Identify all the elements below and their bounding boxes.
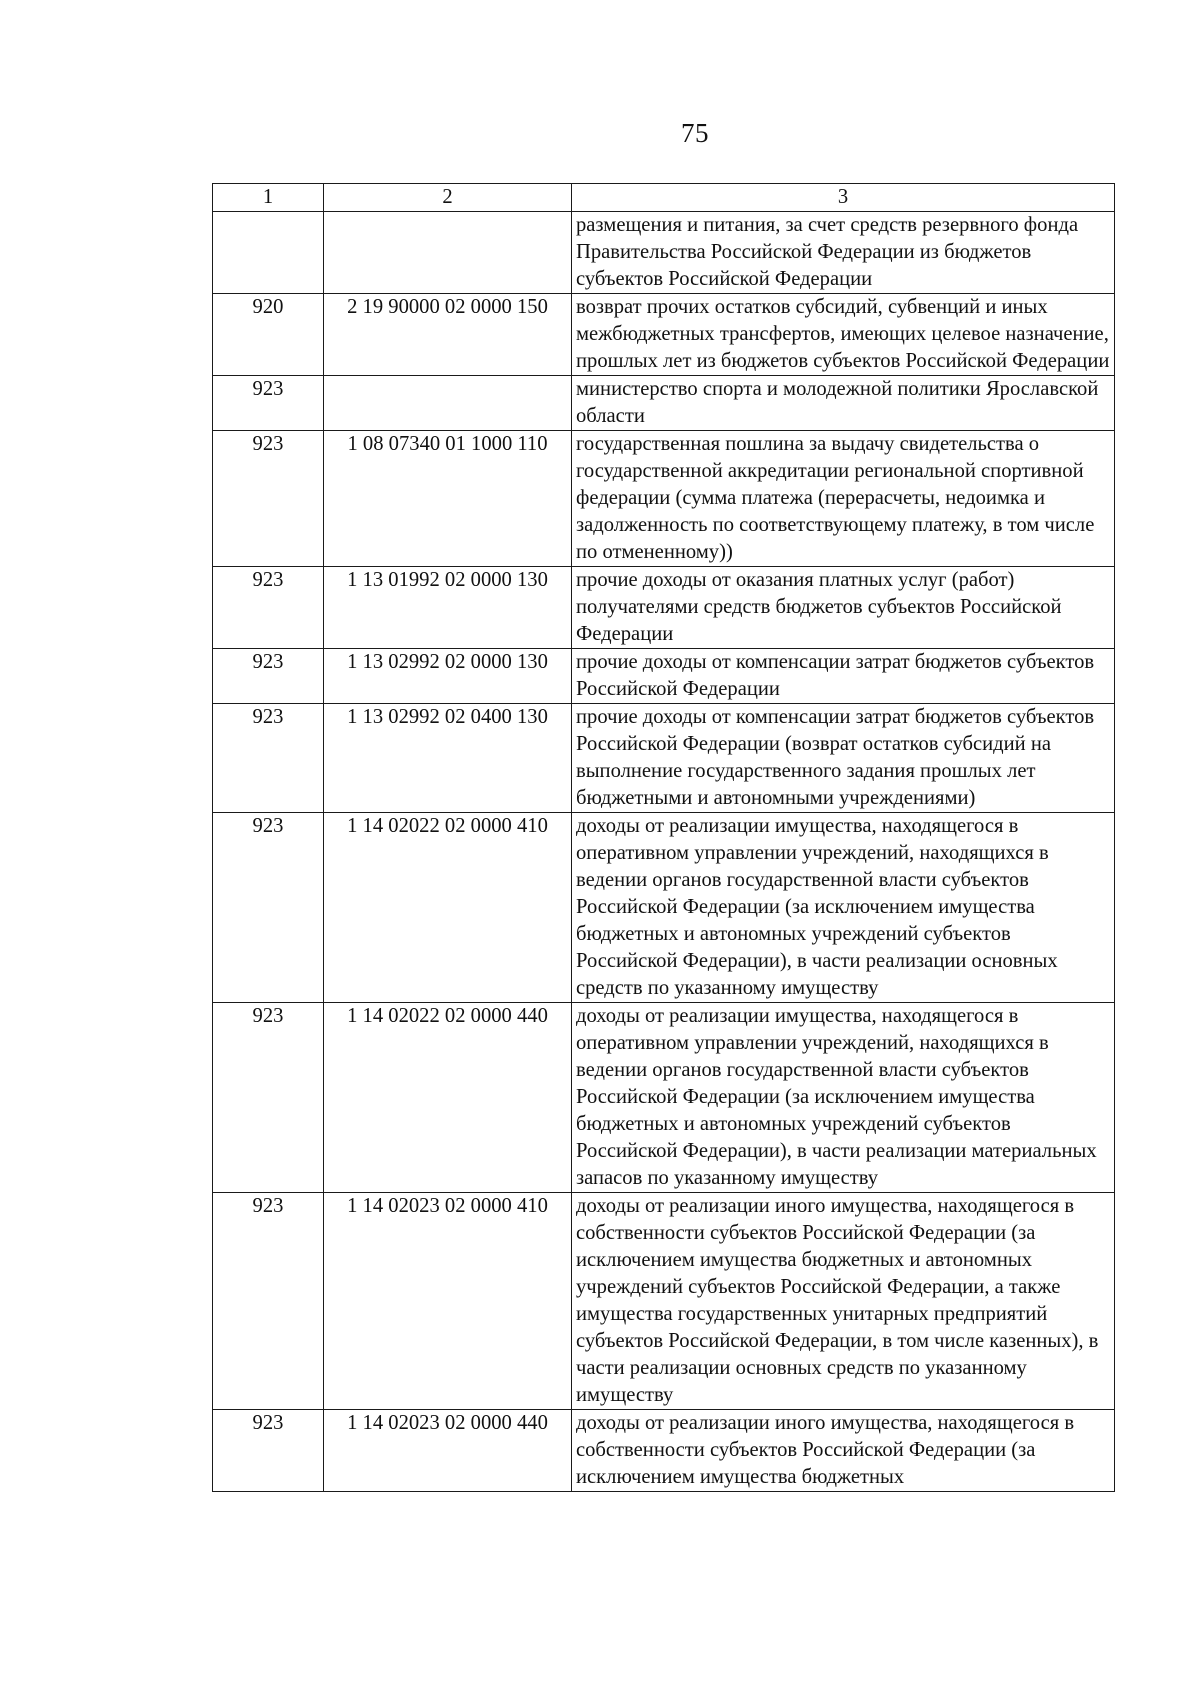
budget-code-cell [324, 376, 572, 431]
revenue-name-cell: доходы от реализации имущества, находящегося в оперативном управлении учреждений, находящихся в ведении органов государственной власти субъектов Российской Федерации (за исключением имущества бюджетных и автономных учреждений субъектов Российской Федерации), в части реализации материальных запасов по указанному имуществу [572, 1003, 1115, 1193]
admin-code-cell [213, 212, 324, 294]
budget-code-cell: 1 14 02023 02 0000 440 [324, 1410, 572, 1492]
admin-code-cell: 923 [213, 376, 324, 431]
admin-code-cell: 923 [213, 813, 324, 1003]
budget-code-cell: 1 08 07340 01 1000 110 [324, 431, 572, 567]
budget-code-cell: 1 14 02022 02 0000 410 [324, 813, 572, 1003]
admin-code-cell: 923 [213, 1410, 324, 1492]
table-row [213, 294, 1115, 376]
table-row [213, 567, 1115, 649]
budget-code-cell: 1 13 02992 02 0000 130 [324, 649, 572, 704]
budget-code-cell: 1 14 02022 02 0000 440 [324, 1003, 572, 1193]
table-row [213, 1003, 1115, 1193]
revenue-name-cell: возврат прочих остатков субсидий, субвенций и иных межбюджетных трансфертов, имеющих целевое назначение, прошлых лет из бюджетов субъектов Российской Федерации [572, 294, 1115, 376]
admin-code-cell: 923 [213, 1003, 324, 1193]
table-row [213, 431, 1115, 567]
budget-classification-table [212, 183, 1115, 1492]
admin-code-cell: 923 [213, 567, 324, 649]
admin-code-cell: 923 [213, 704, 324, 813]
budget-code-cell: 1 13 02992 02 0400 130 [324, 704, 572, 813]
table-row [213, 704, 1115, 813]
revenue-name-cell: прочие доходы от оказания платных услуг (работ) получателями средств бюджетов субъектов Российской Федерации [572, 567, 1115, 649]
admin-code-cell: 923 [213, 431, 324, 567]
admin-code-cell: 920 [213, 294, 324, 376]
revenue-name-cell: доходы от реализации иного имущества, находящегося в собственности субъектов Российской Федерации (за исключением имущества бюджетных [572, 1410, 1115, 1492]
table-row [213, 649, 1115, 704]
revenue-name-cell: прочие доходы от компенсации затрат бюджетов субъектов Российской Федерации [572, 649, 1115, 704]
admin-code-cell: 923 [213, 649, 324, 704]
revenue-name-cell: доходы от реализации имущества, находящегося в оперативном управлении учреждений, находящихся в ведении органов государственной власти субъектов Российской Федерации (за исключением имущества бюджетных и автономных учреждений субъектов Российской Федерации), в части реализации основных средств по указанному имуществу [572, 813, 1115, 1003]
budget-code-cell [324, 212, 572, 294]
table-row [213, 1410, 1115, 1492]
column-header-revenue-name: 3 [572, 184, 1115, 212]
revenue-name-cell: министерство спорта и молодежной политики Ярославской области [572, 376, 1115, 431]
table-row [213, 1193, 1115, 1410]
table-header-row [213, 184, 1115, 212]
revenue-name-cell: прочие доходы от компенсации затрат бюджетов субъектов Российской Федерации (возврат остатков субсидий на выполнение государственного задания прошлых лет бюджетными и автономными учреждениями) [572, 704, 1115, 813]
budget-code-cell: 2 19 90000 02 0000 150 [324, 294, 572, 376]
table-row [213, 813, 1115, 1003]
revenue-name-cell: размещения и питания, за счет средств резервного фонда Правительства Российской Федерации из бюджетов субъектов Российской Федерации [572, 212, 1115, 294]
admin-code-cell: 923 [213, 1193, 324, 1410]
column-header-admin-code: 1 [213, 184, 324, 212]
column-header-budget-code: 2 [324, 184, 572, 212]
revenue-name-cell: доходы от реализации иного имущества, находящегося в собственности субъектов Российской Федерации (за исключением имущества бюджетных и автономных учреждений субъектов Российской Федерации, а также имущества государственных унитарных предприятий субъектов Российской Федерации, в том числе казенных), в части реализации основных средств по указанному имуществу [572, 1193, 1115, 1410]
budget-code-cell: 1 14 02023 02 0000 410 [324, 1193, 572, 1410]
table-row [213, 376, 1115, 431]
revenue-name-cell: государственная пошлина за выдачу свидетельства о государственной аккредитации региональной спортивной федерации (сумма платежа (перерасчеты, недоимка и задолженность по соответствующему платежу, в том числе по отмененному)) [572, 431, 1115, 567]
table-row [213, 212, 1115, 294]
budget-code-cell: 1 13 01992 02 0000 130 [324, 567, 572, 649]
page-number: 75 [681, 118, 709, 148]
